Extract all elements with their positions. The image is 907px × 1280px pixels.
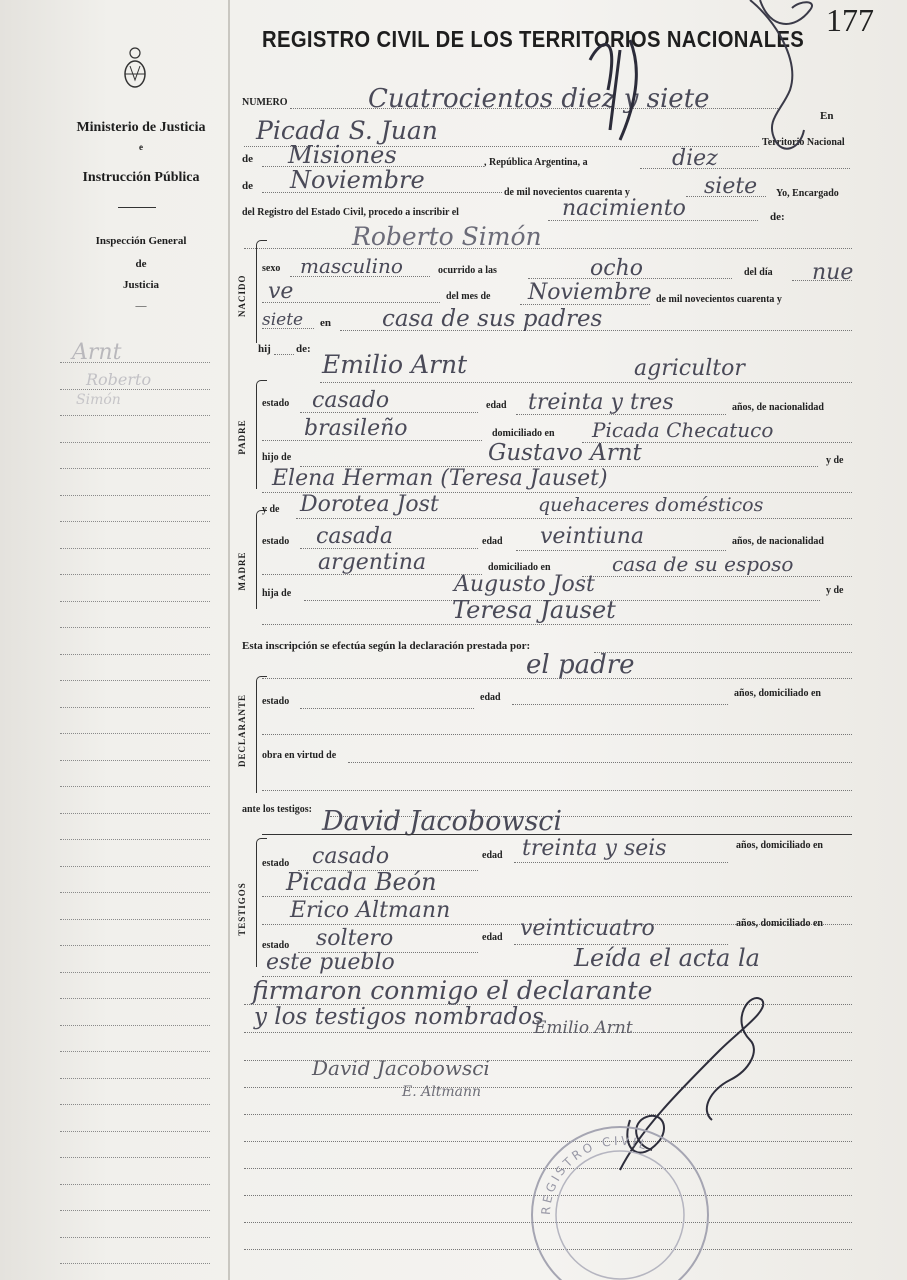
hw-mes: Noviembre: [290, 166, 425, 194]
hw-abuela-materna: Teresa Jauset: [452, 596, 616, 624]
y-de-label: y de: [826, 455, 844, 466]
dotted-line: [514, 862, 728, 863]
margin-ruled-line: [60, 627, 210, 628]
declarante-label: DECLARANTE: [237, 693, 247, 767]
edad-label-madre: edad: [482, 536, 503, 547]
margin-ruled-line: [60, 680, 210, 681]
territorio-label: Territorio Nacional: [762, 137, 845, 148]
hw-lugar-nac: casa de sus padres: [382, 306, 603, 332]
sexo-label: sexo: [262, 263, 281, 274]
hw-edad-padre: treinta y tres: [528, 390, 674, 415]
hw-edad-madre: veintiuna: [540, 524, 644, 549]
dotted-line: [262, 734, 852, 735]
dotted-line: [300, 708, 474, 709]
hw-nombre: Roberto Simón: [352, 222, 542, 251]
testigos-rule: [262, 834, 852, 835]
margin-ruled-line: [60, 919, 210, 920]
dotted-line: [244, 1060, 852, 1061]
anos-nacionalidad-label: años, de nacionalidad: [732, 402, 824, 413]
hw-profesion-madre: quehaceres domésticos: [538, 494, 764, 516]
page-number: 177: [826, 2, 874, 38]
mil-novecientos-label-2: de mil novecientos cuarenta y: [656, 294, 782, 305]
sidebar-divider: [118, 207, 156, 208]
hw-estado-madre: casada: [316, 524, 394, 549]
del-dia-label: del día: [744, 267, 773, 278]
margin-ruled-line: [60, 574, 210, 575]
hw-profesion-padre: agricultor: [634, 356, 745, 381]
estado-label-padre: estado: [262, 398, 290, 409]
official-stamp-icon: [510, 1120, 720, 1280]
hw-territorio: Misiones: [288, 141, 397, 169]
margin-ruled-line: [60, 1131, 210, 1132]
margin-ruled-line: [60, 998, 210, 999]
estado-label-t2: estado: [262, 940, 290, 951]
margin-note-second-name: Simón: [76, 392, 121, 408]
padre-brace: [256, 380, 267, 489]
hw-dom-t1: Picada Beón: [286, 868, 437, 896]
hw-abuela-paterna: Elena Herman (Teresa Jauset): [272, 466, 608, 491]
margin-ruled-line: [60, 495, 210, 496]
hw-nac-padre: brasileño: [304, 416, 408, 441]
edad-label-t1: edad: [482, 850, 503, 861]
dotted-line: [244, 248, 852, 249]
sidebar-dash: —: [135, 300, 147, 312]
dotted-line: [244, 1141, 852, 1142]
hw-dom-t2: este pueblo: [266, 950, 395, 975]
dotted-line: [320, 382, 852, 383]
hw-sexo: masculino: [300, 254, 403, 278]
hw-testigo-2: Erico Altmann: [290, 898, 451, 923]
dotted-line: [274, 354, 294, 355]
en-label: En: [820, 110, 834, 122]
margin-ruled-line: [60, 1210, 210, 1211]
nacido-label: NACIDO: [237, 274, 247, 317]
de-label: de: [242, 153, 253, 165]
dotted-line: [244, 1249, 852, 1250]
dotted-line: [244, 1195, 852, 1196]
estado-label-madre: estado: [262, 536, 290, 547]
hw-cierre-3: y los testigos nombrados: [254, 1004, 544, 1030]
margin-ruled-line: [60, 389, 210, 390]
margin-ruled-line: [60, 733, 210, 734]
dotted-line: [262, 790, 852, 791]
ante-testigos-label: ante los testigos:: [242, 804, 312, 815]
hw-lugar: Picada S. Juan: [256, 116, 438, 145]
hw-madre: Dorotea Jost: [300, 492, 439, 517]
hw-acto: nacimiento: [562, 196, 686, 221]
ministry-line-2: Instrucción Pública: [82, 170, 200, 185]
dotted-line: [244, 1168, 852, 1169]
yo-encargado-label: Yo, Encargado: [776, 188, 839, 199]
margin-ruled-line: [60, 813, 210, 814]
inspection-line-3: Justicia: [122, 279, 160, 291]
dotted-line: [244, 1087, 852, 1088]
dotted-line: [516, 550, 726, 551]
edad-label-decl: edad: [480, 692, 501, 703]
obra-virtud-label: obra en virtud de: [262, 750, 337, 761]
domiciliado-label-madre: domiciliado en: [488, 562, 551, 573]
hw-anio: siete: [704, 174, 758, 199]
margin-ruled-line: [60, 1025, 210, 1026]
ministry-conjunction: e: [139, 142, 143, 152]
dotted-line: [296, 518, 852, 519]
hw-mes-nac: Noviembre: [528, 280, 652, 305]
dotted-line: [348, 762, 852, 763]
margin-ruled-line: [60, 1157, 210, 1158]
domiciliado-label-padre: domiciliado en: [492, 428, 555, 439]
margin-ruled-line: [60, 1237, 210, 1238]
hw-dom-padre: Picada Checatuco: [592, 418, 774, 442]
margin-ruled-line: [60, 1078, 210, 1079]
inspection-line-2: de: [135, 258, 147, 270]
coat-of-arms-icon: [122, 46, 148, 92]
margin-ruled-line: [60, 839, 210, 840]
hw-declarante: el padre: [526, 650, 635, 680]
republica-label: , República Argentina, a: [484, 157, 588, 168]
hw-dom-madre: casa de su esposo: [612, 552, 794, 576]
hw-anio-nac: siete: [262, 310, 304, 330]
y-de-label-2: y de: [826, 585, 844, 596]
del-registro-label: del Registro del Estado Civil, procedo a inscribir el: [242, 207, 459, 218]
edad-label-padre: edad: [486, 400, 507, 411]
dotted-line: [262, 624, 852, 625]
margin-ruled-line: [60, 521, 210, 522]
hw-hora: ocho: [590, 256, 643, 281]
hijo-de-label: hijo de: [262, 452, 292, 463]
anos-dom-label-decl: años, domiciliado en: [734, 688, 821, 699]
svg-text:REGISTRO CIVIL: [539, 1134, 651, 1216]
hw-estado-padre: casado: [312, 388, 390, 413]
hw-estado-t2: soltero: [316, 926, 394, 951]
del-mes-label: del mes de: [446, 291, 491, 302]
anos-nacionalidad-label-madre: años, de nacionalidad: [732, 536, 824, 547]
hw-padres: Emilio Arnt: [322, 350, 468, 379]
margin-note-surname: Arnt: [72, 340, 122, 365]
hw-dia: diez: [672, 146, 718, 171]
margin-ruled-line: [60, 1104, 210, 1105]
signature-father: Emilio Arnt: [534, 1018, 633, 1038]
dotted-line: [582, 576, 852, 577]
hijo-label: hij: [258, 343, 271, 355]
margin-ruled-line: [60, 760, 210, 761]
de-colon-label-2: de:: [296, 343, 311, 355]
margin-ruled-line: [60, 945, 210, 946]
margin-ruled-line: [60, 1263, 210, 1264]
estado-label-t1: estado: [262, 858, 290, 869]
hw-nac-madre: argentina: [318, 550, 427, 575]
stamp-text: REGISTRO CIVIL: [538, 1133, 651, 1216]
margin-ruled-line: [60, 1051, 210, 1052]
margin-ruled-line: [60, 972, 210, 973]
margin-ruled-line: [60, 548, 210, 549]
page-title: REGISTRO CIVIL DE LOS TERRITORIOS NACIONALES: [262, 26, 805, 52]
dotted-line: [244, 1114, 852, 1115]
page-fold: [228, 0, 230, 1280]
margin-ruled-line: [60, 415, 210, 416]
signature-witness-2: E. Altmann: [402, 1084, 481, 1100]
hw-numero: Cuatrocientos diez y siete: [368, 84, 710, 114]
numero-label: NUMERO: [242, 97, 288, 108]
hw-cierre-2: firmaron conmigo el declarante: [252, 976, 653, 1005]
hw-abuelo-materno: Augusto Jost: [454, 572, 595, 597]
margin-ruled-line: [60, 786, 210, 787]
estado-label-decl: estado: [262, 696, 290, 707]
hw-cierre-1: Leída el acta la: [574, 944, 760, 972]
hw-testigo-1: David Jacobowsci: [322, 806, 563, 837]
margin-ruled-line: [60, 1184, 210, 1185]
anos-dom-label-t1: años, domiciliado en: [736, 840, 823, 851]
dotted-line: [512, 704, 728, 705]
hw-dia-nac-1: nue: [812, 260, 854, 285]
hw-abuelo-paterno: Gustavo Arnt: [488, 440, 642, 466]
y-de-label-madre: y de: [262, 504, 280, 515]
margin-ruled-line: [60, 892, 210, 893]
testigos-label: TESTIGOS: [237, 882, 247, 936]
de-label-2: de: [242, 180, 253, 192]
margin-ruled-line: [60, 362, 210, 363]
ministry-line-1: Ministerio de Justicia: [76, 120, 206, 135]
de-colon-label: de:: [770, 211, 785, 223]
margin-ruled-line: [60, 707, 210, 708]
en-label-2: en: [320, 317, 331, 329]
dotted-line: [244, 1222, 852, 1223]
mil-novecientos-label: de mil novecientos cuarenta y: [504, 187, 630, 198]
margin-ruled-line: [60, 442, 210, 443]
hw-estado-t1: casado: [312, 844, 390, 869]
dotted-line: [262, 896, 852, 897]
anos-dom-label-t2: años, domiciliado en: [736, 918, 823, 929]
margin-ruled-line: [60, 468, 210, 469]
hija-de-label: hija de: [262, 588, 292, 599]
margin-ruled-line: [60, 601, 210, 602]
signature-witness-1: David Jacobowsci: [312, 1056, 490, 1080]
margin-note-first-name: Roberto: [86, 370, 152, 389]
inspection-line-1: Inspección General: [95, 235, 187, 247]
hw-edad-t1: treinta y seis: [522, 836, 667, 861]
hw-dia-nac-2: ve: [268, 279, 294, 304]
ocurrido-label: ocurrido a las: [438, 265, 497, 276]
declaracion-label: Esta inscripción se efectúa según la declaración prestada por:: [242, 640, 531, 652]
madre-label: MADRE: [237, 551, 247, 591]
padre-label: PADRE: [237, 419, 247, 455]
edad-label-t2: edad: [482, 932, 503, 943]
hw-edad-t2: veinticuatro: [520, 916, 655, 941]
margin-ruled-line: [60, 866, 210, 867]
margin-ruled-line: [60, 654, 210, 655]
